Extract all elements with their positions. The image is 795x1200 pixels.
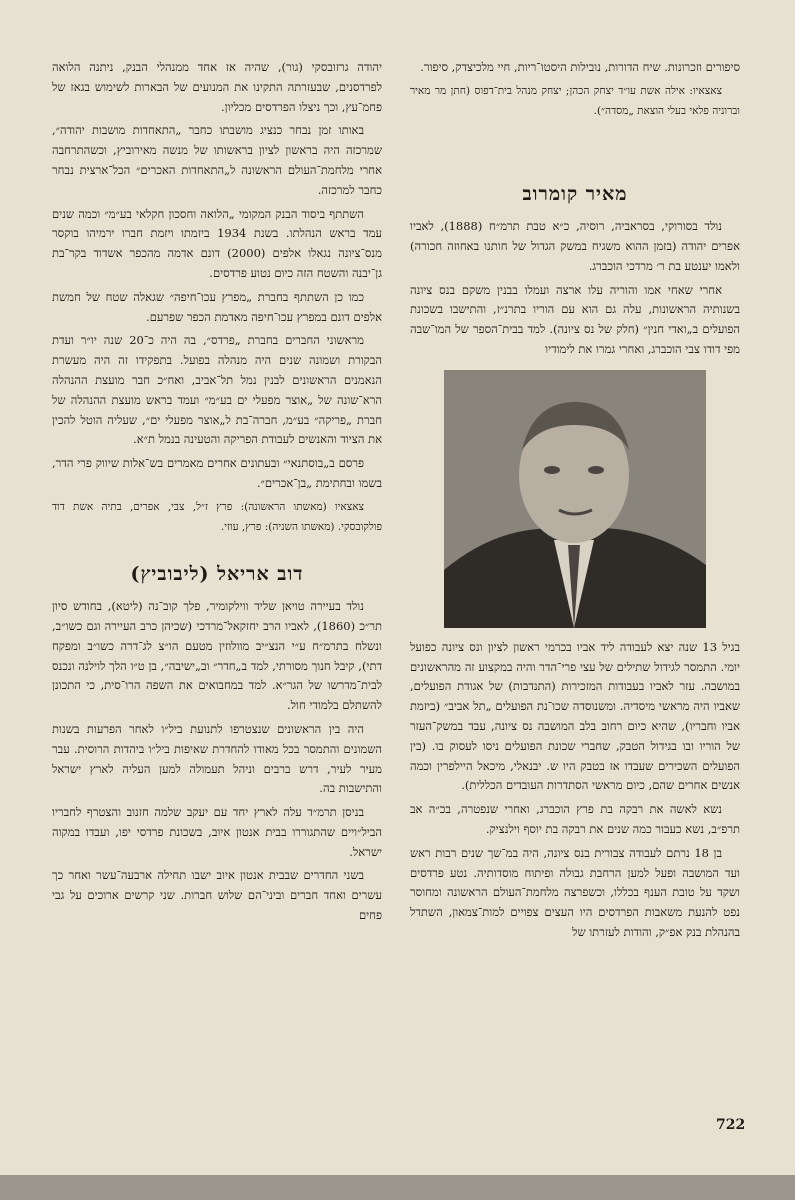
bio-paragraph: פרסם ב„בוסתנאי״ ובעתונים אחרים מאמרים בש־אלות שיווק פרי הדר, בשמו ובחתימת „בן־אכרים״. — [52, 456, 382, 490]
bio-paragraph: נשא לאשה את רבקה בת פרץ הוכברג, ואחרי שנפטרה, בכ״ה אב תרפ״ב, נשא כעבור כמה שנים את רבקה בת יוסף וילנציק. — [410, 802, 740, 836]
right-column — [410, 58, 740, 947]
left-column — [52, 58, 382, 930]
descendants-paragraph: צאצאיו (מאשתו הראשונה): פרץ ז״ל, צבי, אפרים, בתיה אשת דוד פולקובסקי. (מאשתו השניה): פרץ, עוזי. — [52, 500, 382, 533]
page-number: 722 — [716, 1117, 746, 1133]
bio-paragraph: בן 18 נרתם לעבודה צבורית בנס ציונה, היה במ־שך שנים רבות ראש ועד המושבה ופעל למען הרחבת גבולה ופיתוח מוסדותיה. נטע פרדסים ושקד על טובת הענף בכללו, וכשפרצה מלחמת־העולם הראשונה ומחוסר נפט להנעת משאבות הפרדסים היו העצים צפויים למות־צמאון, השתדל בהנהלת בנק אפ״ק, והודות לעזרתו של — [410, 845, 740, 939]
bio-paragraph: אחרי שאחי אמו והוריה עלו ארצה ועמלו בבנין משקם בנס ציונה בשנותיה הראשונות, עלה גם הוא עם הוריו בתרנ״ז, והתישבו בשכונת הפועלים ב„ואדי חנין״ (חלק של נס ציונה). למד בבית־הספר של המו־שבה מפי דודו צבי הוכברג, ואחרי גמרו את לימודיו — [410, 282, 740, 356]
bio-paragraph: נולד בעיירה טויאן שליד ווילקומיר, פלך קוב־נה (ליטא), בחודש סיון תר״כ (1860), לאביו הרב יחזקאל־מרדכי (שכיהן כרב העיירה וגם כשו״ב, ונשלח בתרמ״ח ע״י הנצ״יב מוולוזין מטעם הו״צ לג־דרה כשו״ב ומפקח דתי), קיבל חנוך מסורתי, למד ב„חדר״ וב„ישיבה״, בן ט״ו הלך לוילנה ונכנס לבית־מדרשו של הגר״א. למד במחבואים את השפה הרו־סית, כי התכונן להשתלם בלמודי חול. — [52, 599, 382, 713]
bio-paragraph: בשני החדרים שבבית אנטון איוב ישבו תחילה ארבעה־עשר ואחר כך עשרים ואחד חברים וביני־הם שלוש חברות. שני קרשים ארוכים על גבי פחים — [52, 868, 382, 923]
bio-paragraph: כמו כן השתתף בחברת „מפרץ עכו־חיפה״ שגאלה שטח של חמשת אלפים דונם במפרץ עכו־חיפה מאדמת הכפר שפרעם. — [52, 289, 382, 324]
bio-paragraph: מראשוני החברים בחברת „פרדס״, בה היה כ־20 שנה יו״ר ועדת הבקורת ושמונה שנים היה מנהלה בפועל. בתפקידו זה היה מעשרת הנאמנים הראשונים לבנין נמל תל־אביב, ואח״כ חבר מועצת ההנהלה הרא־שונה של „אוצר מפעלי ים בע״מ״ ועמד בראש מועצת ההנהלה של חברת „פריקה״ בע״מ, חברה־בת ל„אוצר מפעלי ים״, שעליה הוטל להכין את הציוד והאנשים לעבודת הפריקה והטעינה בנמל ת״א. — [52, 333, 382, 447]
bio-paragraph: בניסן תרמ״ד עלה לארץ יחד עם יעקב שלמה חזנוב והצטרף לחבריו הביל״ויים שהתגוררו בבית אנטון איוב, בשכונת פרדסי יפו, ועבדו במקוה ישראל. — [52, 805, 382, 859]
bio-paragraph: בגיל 13 שנה יצא לעבודה ליד אביו בכרמי ראשון לציון ונס ציונה כפועל יומי. התמסר לגידול שתילים של עצי פרי־הדר והיה במקצוע זה מהראשונים במושבה. עזר לאביו בעבודות המזכירות (התנדבות) של אגודת הפועלים, שאביו היה מראשי מיסדיה. ומשנוסדה שכו־נת הפועלים „תל אביב״ (ביזמת אביו וחבריו), שהיא כיום רחוב בלב המושבה נס ציונה, עבד במשק־העזר של הוריו ובו בגידול הטבק, שחברי שכונת הפועלים ניסו לעסוק בו. (בין הפועלים השכירים שעבדו אז בטבק היו ש. יבנאלי, מיכאל היילפרין וכמה אנשים אחרים שהם, כיום מראשי הסתדרות העובדים הכללית). — [410, 639, 740, 793]
portrait-image — [444, 370, 706, 628]
descendants-paragraph: צאצאיו: אילה אשת עו״ד יצחק הכהן; יצחק מנהל בית־דפוס (חתן מר מאיר וברוניה פלאי בעלי הוצאת „מסדה״). — [410, 84, 740, 117]
intro-paragraph: סיפורים וזכרונות. שיח הדורות, נובילות היסטו־ריות, חיי מלכיצדק, סיפור. — [420, 60, 740, 74]
bio-paragraph: באותו זמן נבחר כנציג מושבתו כחבר „התאחדות מושבות יהודה״, שמרכזה היה בראשון לציון בראשותו של מנשה מאירוביץ, וכשהתרחבה אחרי מלחמת־העולם הראשונה ל„התאחדות האכרים״ הכל־ארצית נבחר כחבר למרכזה. — [52, 123, 382, 197]
bio-paragraph: היה בין הראשונים שנצטרפו לתנועת ביל״ו לאחר הפרעות בשנות השמונים והתמסר בכל מאודו להחדרת שאיפות ביל״ו ביהדות הרוסית. עבר מעיר לעיר, דרש ברבים וניהל תעמולה למען העליה לארץ ישראל והתישבות בה. — [52, 721, 382, 796]
bio-paragraph: יהודה גרזובסקי (גור), שהיה אז אחד ממנהלי הבנק, ניתנה הלואה לפרדסנים, שבעזרתה התקינו את המנועים של הבארות לשימוש בגאז של פחמ־עץ, וכך ניצלו הפרדסים מכליון. — [52, 60, 382, 114]
page-edge-band — [0, 1175, 795, 1200]
biography-heading: מאיר קומרוב — [522, 183, 628, 206]
biography-heading: דוב אריאל (ליבוביץ) — [130, 563, 304, 586]
bio-paragraph: השתתף ביסוד הבנק המקומי „הלואה וחסכון חקלאי בע״מ״ וכמה שנים עמד בראש הנהלתו. בשנת 1934 ביזמתו ויזמת חברו ירמיהו בוקסר מנס־ציונה נגאלו אלפים (2000) דונם אדמה מהכפר אשדוד בקר־בת גן־יבנה והשטח הזה כיום נטוע פרדסים. — [52, 206, 382, 280]
bio-paragraph: נולד בסורוקי, בסראביה, רוסיה, כ״א טבת תרמ״ח (1888), לאביו אפרים יהודה (בזמן ההוא משגיח במשק הגדול של חותנו באחוזה חכורה) ולאמו יענטע בת ר׳ מרדכי הוכברג. — [410, 219, 740, 273]
portrait-photo — [444, 370, 706, 628]
